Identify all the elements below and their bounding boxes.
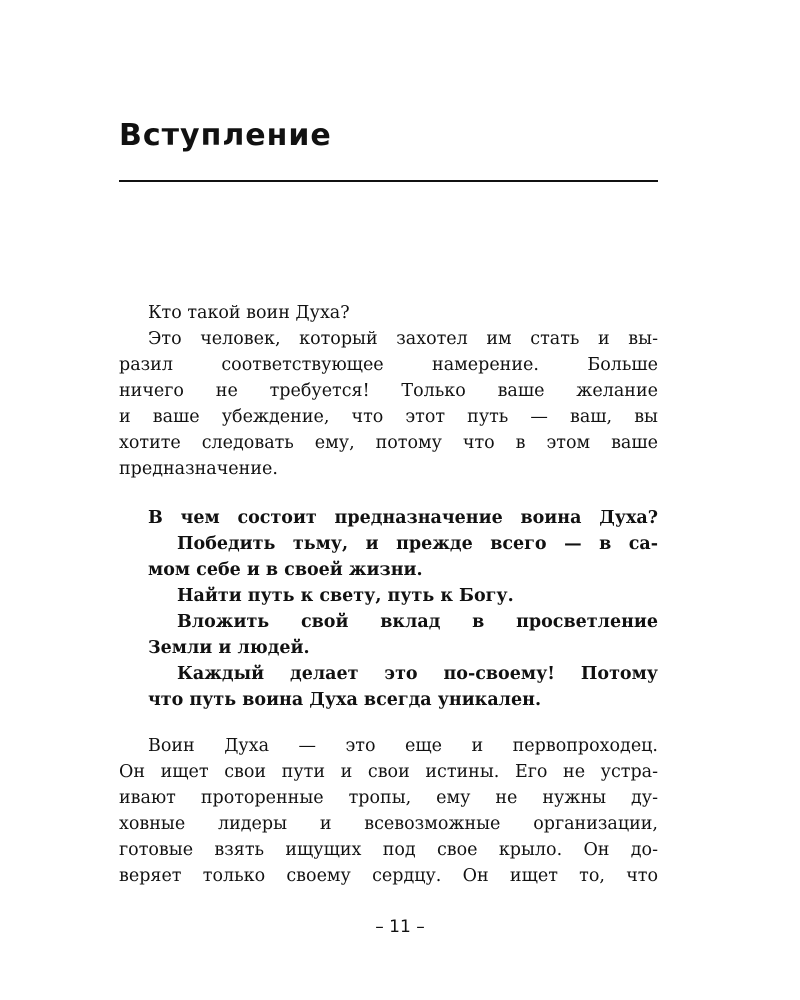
text-line: Это человек, который захотел им стать и вы-	[148, 329, 658, 349]
text-line: ивают проторенные тропы, ему не нужны ду-	[119, 788, 658, 808]
text-line: Вложить свой вклад в просветление	[177, 612, 658, 632]
text-line: что путь воина Духа всегда уникален.	[148, 690, 542, 710]
text-line: Кто такой воин Духа?	[148, 303, 350, 323]
text-line: ховные лидеры и всевозможные организации,	[119, 814, 658, 834]
paragraph-intro	[119, 300, 658, 482]
text-line: и ваше убеждение, что этот путь — ваш, вы	[119, 407, 658, 427]
title-divider	[119, 180, 658, 182]
text-line: Каждый делает это по-своему! Потому	[177, 664, 658, 684]
text-line: мом себе и в своей жизни.	[148, 560, 423, 580]
paragraph-purpose-bold	[119, 505, 658, 713]
text-line: предназначение.	[119, 459, 278, 479]
text-line: Он ищет свои пути и свои истины. Его не устра-	[119, 762, 658, 782]
text-line: Воин Духа — это еще и первопроходец.	[148, 736, 658, 756]
text-line: Найти путь к свету, путь к Богу.	[177, 586, 514, 606]
text-line: разил соответствующее намерение. Больше	[119, 355, 658, 375]
page-number: – 11 –	[375, 917, 425, 937]
text-line: Земли и людей.	[148, 638, 310, 658]
paragraph-pioneer	[119, 733, 658, 889]
text-line: В чем состоит предназначение воина Духа?	[148, 508, 658, 528]
text-line: хотите следовать ему, потому что в этом ваше	[119, 433, 658, 453]
text-line: ничего не требуется! Только ваше желание	[119, 381, 658, 401]
chapter-title: Вступление	[119, 118, 332, 153]
text-line: готовые взять ищущих под свое крыло. Он до-	[119, 840, 658, 860]
text-line: Победить тьму, и прежде всего — в са-	[177, 534, 658, 554]
text-line: веряет только своему сердцу. Он ищет то, что	[119, 866, 658, 886]
